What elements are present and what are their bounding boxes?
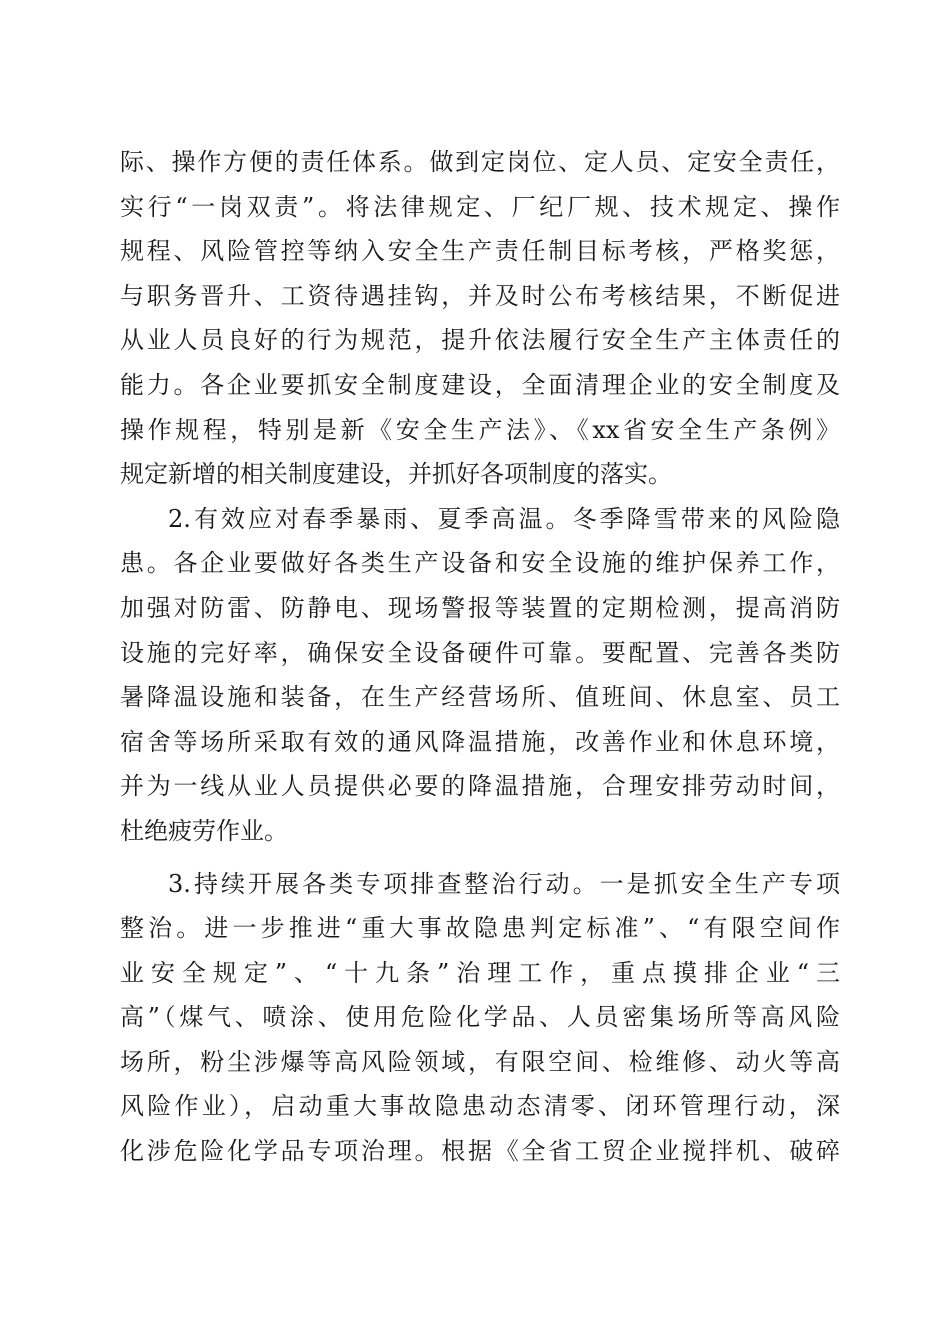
text-line: 设施的完好率，确保安全设备硬件可靠。要配置、完善各类防 xyxy=(120,638,840,667)
document-body xyxy=(120,140,840,1174)
text-line: 暑降温设施和装备，在生产经营场所、值班间、休息室、员工 xyxy=(120,683,840,712)
text-line: 从业人员良好的行为规范，提升依法履行安全生产主体责任的 xyxy=(120,326,840,355)
text-line: 宿舍等场所采取有效的通风降温措施，改善作业和休息环境， xyxy=(120,727,840,756)
text-line: 化涉危险化学品专项治理。根据《全省工贸企业搅拌机、破碎 xyxy=(120,1137,840,1166)
text-line: 风险作业），启动重大事故隐患动态清零、闭环管理行动，深 xyxy=(120,1092,840,1121)
text-line: 操作规程，特别是新《安全生产法》、《xx省安全生产条例》 xyxy=(120,415,840,444)
text-line: 规程、风险管控等纳入安全生产责任制目标考核，严格奖惩， xyxy=(120,237,840,266)
text-line: 规定新增的相关制度建设，并抓好各项制度的落实。 xyxy=(120,460,672,489)
text-line: 患。各企业要做好各类生产设备和安全设施的维护保养工作， xyxy=(120,549,840,578)
paragraph-seasonal-risks xyxy=(120,497,840,854)
text-line: 加强对防雷、防静电、现场警报等装置的定期检测，提高消防 xyxy=(120,593,840,622)
text-line: 整治。进一步推进“重大事故隐患判定标准”、“有限空间作 xyxy=(120,914,840,943)
paragraph-special-rectification xyxy=(120,862,840,1174)
text-line: 杜绝疲劳作业。 xyxy=(120,816,288,845)
text-line: 3.持续开展各类专项排查整治行动。一是抓安全生产专项 xyxy=(168,869,840,898)
text-line: 实行“一岗双责”。将法律规定、厂纪厂规、技术规定、操作 xyxy=(120,192,840,221)
text-line: 场所，粉尘涉爆等高风险领域，有限空间、检维修、动火等高 xyxy=(120,1047,840,1076)
text-line: 高”（煤气、喷涂、使用危险化学品、人员密集场所等高风险 xyxy=(120,1003,840,1032)
text-line: 与职务晋升、工资待遇挂钩，并及时公布考核结果，不断促进 xyxy=(120,281,840,310)
paragraph-gap xyxy=(120,854,840,862)
text-line: 业安全规定”、“十九条”治理工作，重点摸排企业“三 xyxy=(120,958,840,987)
text-line: 2.有效应对春季暴雨、夏季高温。冬季降雪带来的风险隐 xyxy=(168,504,840,533)
paragraph-responsibility-system xyxy=(120,140,840,497)
text-line: 能力。各企业要抓安全制度建设，全面清理企业的安全制度及 xyxy=(120,370,840,399)
text-line: 并为一线从业人员提供必要的降温措施，合理安排劳动时间， xyxy=(120,772,840,801)
text-line: 际、操作方便的责任体系。做到定岗位、定人员、定安全责任， xyxy=(120,148,840,176)
